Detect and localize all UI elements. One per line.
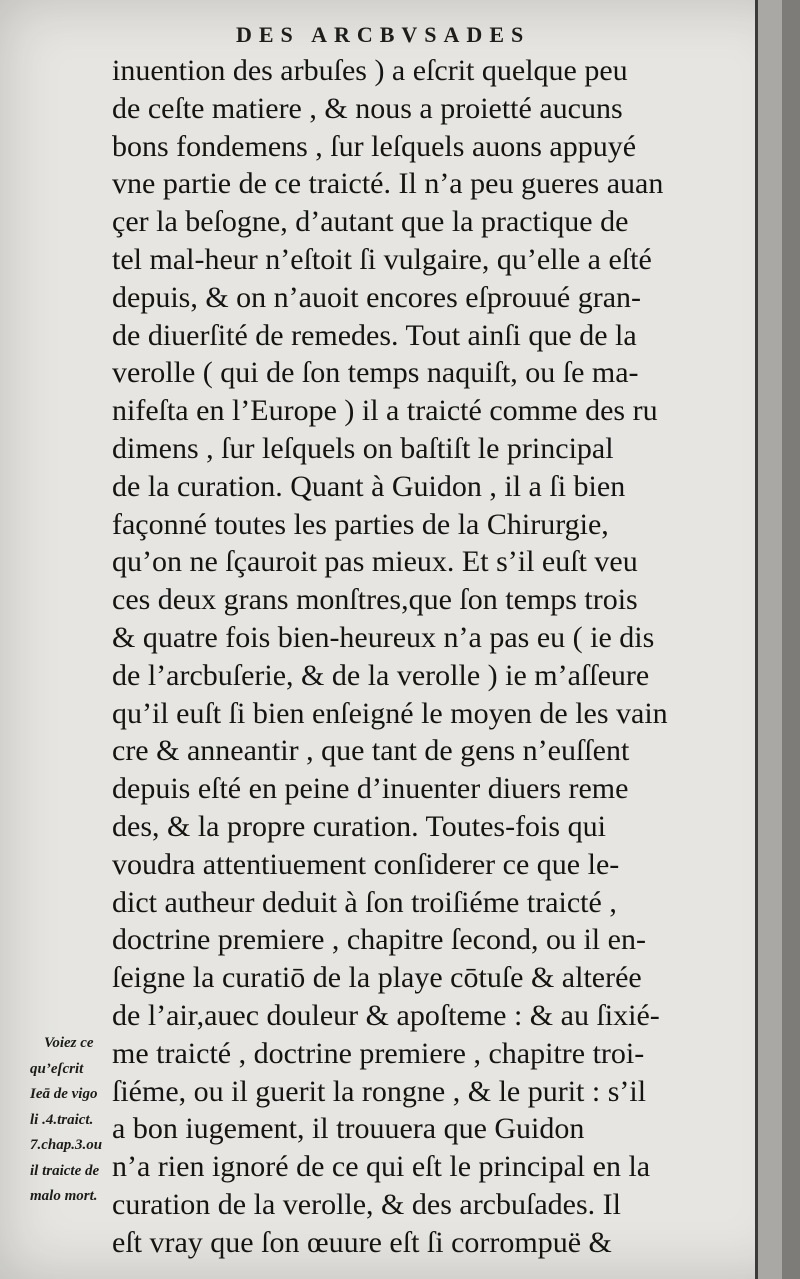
margin-note-line: malo mort. (30, 1188, 98, 1204)
margin-note-line: Voiez ce (44, 1035, 94, 1051)
text-line: ſeigne la curatiō de la playe cōtuſe & alterée (112, 961, 642, 995)
text-line: doctrine premiere , chapitre ſecond, ou il en- (112, 923, 646, 957)
text-line: depuis eſté en peine d’inuenter diuers reme (112, 772, 629, 806)
text-line: ces deux grans monſtres,que ſon temps trois (112, 583, 638, 617)
gutter-shadow (782, 0, 800, 1279)
text-line: a bon iugement, il trouuera que Guidon (112, 1112, 585, 1146)
text-line: vne partie de ce traicté. Il n’a peu gueres auan (112, 167, 664, 201)
text-line: ſiéme, ou il guerit la rongne , & le purit : s’il (112, 1074, 647, 1108)
text-line: cre & anneantir , que tant de gens n’euſſent (112, 734, 630, 768)
text-line: dimens , ſur leſquels on baſtiſt le principal (112, 431, 614, 465)
text-line: inuention des arbuſes ) a eſcrit quelque peu (112, 54, 628, 87)
body-text (112, 52, 712, 1262)
text-line: de l’air,auec douleur & apoſteme : & au ſixié- (112, 998, 660, 1032)
text-line: bons fondemens , ſur leſquels auons appuyé (112, 129, 637, 163)
text-line: n’a rien ignoré de ce qui eſt le principal en la (112, 1150, 651, 1184)
running-head: DES ARCBVSADES (236, 22, 531, 47)
text-line: nifeſta en l’Europe ) il a traicté comme des ru (112, 394, 658, 428)
text-line: voudra attentiuement conſiderer ce que le- (112, 847, 620, 881)
text-line: çer la beſogne, d’autant que la practique de (112, 205, 629, 239)
text-line: verolle ( qui de ſon temps naquiſt, ou ſe ma- (112, 356, 639, 390)
text-line: & quatre fois bien-heureux n’a pas eu ( ie dis (112, 620, 655, 654)
text-line: façonné toutes les parties de la Chirurgie, (112, 507, 609, 541)
text-line: dict autheur deduit à ſon troiſiéme traicté , (112, 885, 617, 919)
margin-note (30, 1031, 148, 1210)
margin-note-line: il traicte de (30, 1162, 100, 1179)
text-line: de ceſte matiere , & nous a proietté aucuns (112, 91, 623, 125)
text-line: tel mal-heur n’eſtoit ſi vulgaire, qu’elle a eſté (112, 242, 652, 276)
text-line: des, & la propre curation. Toutes-fois qui (112, 809, 606, 843)
margin-note-line: Ieā de vigo (30, 1086, 98, 1102)
text-line: me traicté , doctrine premiere , chapitre troi- (112, 1036, 645, 1070)
book-gutter (755, 0, 800, 1279)
text-line: curation de la verolle, & des arcbuſades. Il (112, 1187, 621, 1221)
text-line: eſt vray que ſon œuure eſt ſi corrompuë & (112, 1225, 612, 1259)
text-line: qu’on ne ſçauroit pas mieux. Et s’il euſt veu (112, 545, 638, 579)
margin-note-line: li .4.traict. (30, 1111, 94, 1128)
text-line: qu’il euſt ſi bien enſeigné le moyen de les vain (112, 696, 668, 730)
margin-note-line: 7.chap.3.ou (30, 1137, 103, 1153)
text-line: de diuerſité de remedes. Tout ainſi que de la (112, 318, 637, 352)
margin-note-line: qu’eſcrit (30, 1060, 84, 1077)
text-line: de l’arcbuſerie, & de la verolle ) ie m’aſſeure (112, 658, 650, 692)
text-line: depuis, & on n’auoit encores eſprouué gran- (112, 280, 641, 314)
text-line: de la curation. Quant à Guidon , il a ſi bien (112, 469, 626, 503)
